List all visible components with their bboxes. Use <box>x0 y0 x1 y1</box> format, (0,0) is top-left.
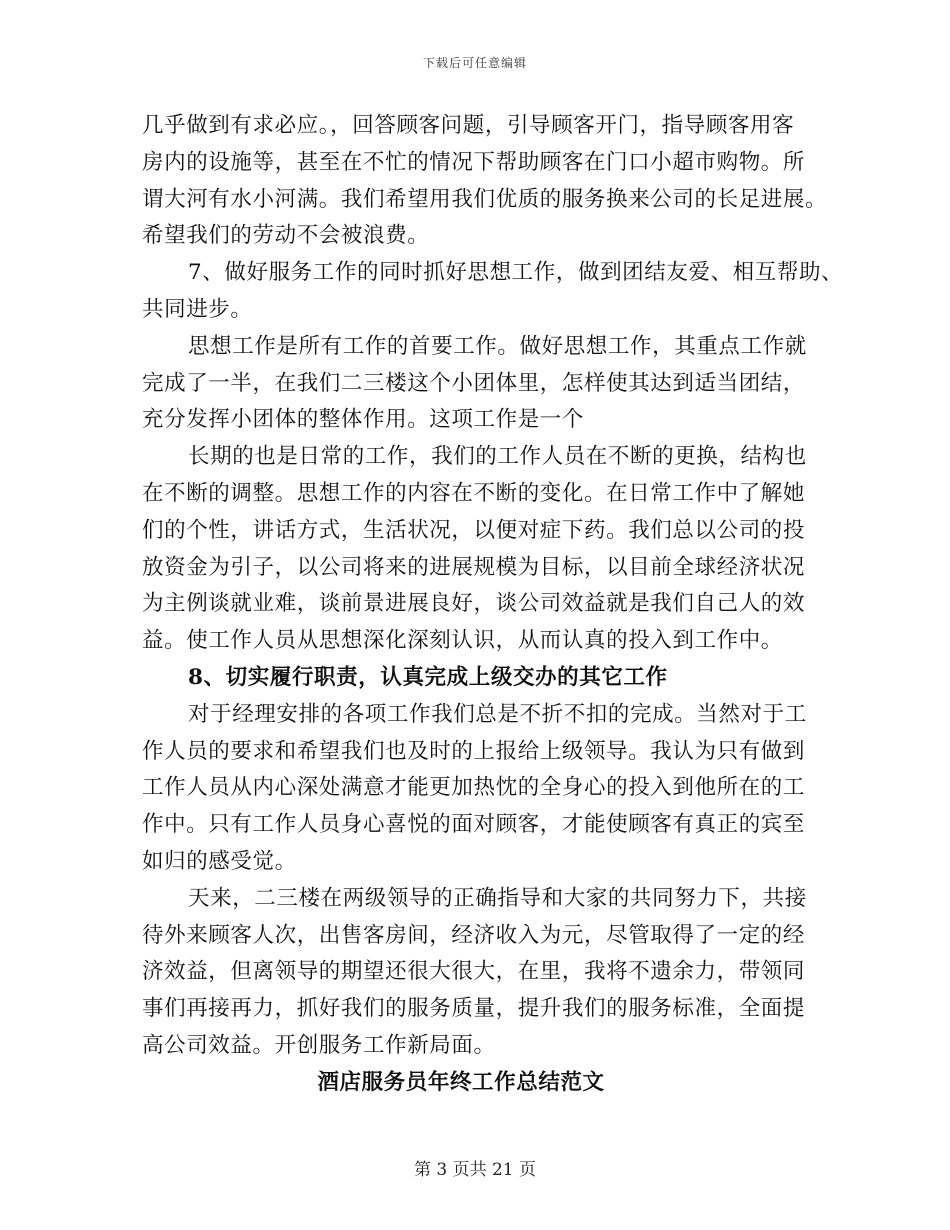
paragraph-start-line: 思想工作是所有工作的首要工作。做好思想工作，其重点工作就 <box>188 333 807 359</box>
text-line: 共同进步。 <box>142 296 253 322</box>
text-line: 待外来顾客人次，出售客房间，经济收入为元，尽管取得了一定的经 <box>142 922 806 948</box>
text-line: 为主例谈就业难，谈前景进展良好，谈公司效益就是我们自己人的效 <box>142 591 806 617</box>
text-line: 房内的设施等，甚至在不忙的情况下帮助顾客在门口小超市购物。所 <box>142 149 806 175</box>
page-number: 第 3 页共 21 页 <box>413 1160 537 1180</box>
section-8-heading: 8、切实履行职责，认真完成上级交办的其它工作 <box>188 664 668 690</box>
text-line: 们的个性，讲话方式，生活状况，以便对症下药。我们总以公司的投 <box>142 517 806 543</box>
text-line: 作人员的要求和希望我们也及时的上报给上级领导。我认为只有做到 <box>142 738 806 764</box>
text-line: 益。使工作人员从思想深化深刻认识，从而认真的投入到工作中。 <box>142 628 783 654</box>
text-line: 充分发挥小团体的整体作用。这项工作是一个 <box>142 407 585 433</box>
text-line: 在不断的调整。思想工作的内容在不断的变化。在日常工作中了解她 <box>142 480 806 506</box>
text-line: 高公司效益。开创服务工作新局面。 <box>142 1032 496 1058</box>
paragraph-start-line: 长期的也是日常的工作，我们的工作人员在不断的更换，结构也 <box>188 444 807 470</box>
text-line: 放资金为引子，以公司将来的进展规模为目标，以目前全球经济状况 <box>142 554 806 580</box>
text-line: 事们再接再力，抓好我们的服务质量，提升我们的服务标准，全面提 <box>142 996 806 1022</box>
section-7-heading-line: 7、做好服务工作的同时抓好思想工作，做到团结友爱、相互帮助、 <box>188 260 844 286</box>
text-line: 工作人员从内心深处满意才能更加热忱的全身心的投入到他所在的工 <box>142 775 806 801</box>
text-line: 作中。只有工作人员身心喜悦的面对顾客，才能使顾客有真正的宾至 <box>142 812 806 838</box>
text-line: 希望我们的劳动不会被浪费。 <box>142 223 430 249</box>
next-document-title: 酒店服务员年终工作总结范文 <box>317 1069 605 1095</box>
paragraph-start-line: 对于经理安排的各项工作我们总是不折不扣的完成。当然对于工 <box>188 701 807 727</box>
text-line: 济效益，但离领导的期望还很大很大，在里，我将不遗余力，带领同 <box>142 959 806 985</box>
document-body <box>142 108 844 1102</box>
text-line: 谓大河有水小河满。我们希望用我们优质的服务换来公司的长足进展。 <box>142 186 828 212</box>
text-line: 几乎做到有求必应。，回答顾客问题，引导顾客开门，指导顾客用客 <box>142 113 795 138</box>
paragraph-start-line: 天来，二三楼在两级领导的正确指导和大家的共同努力下，共接 <box>188 885 807 911</box>
text-line: 如归的感受觉。 <box>142 848 297 874</box>
text-line: 完成了一半，在我们二三楼这个小团体里，怎样使其达到适当团结， <box>142 370 806 396</box>
page-header-note: 下载后可任意编辑 <box>422 56 527 70</box>
